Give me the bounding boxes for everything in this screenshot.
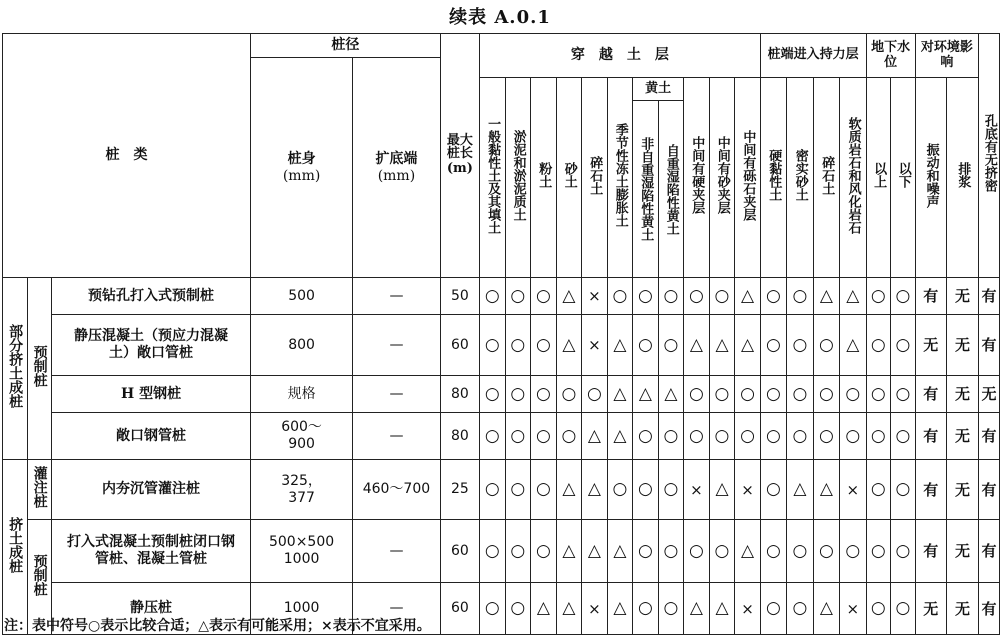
table-row	[3, 460, 1000, 520]
group-full-displacement: 挤土成桩	[3, 460, 28, 635]
suitability-mark: ○	[760, 460, 786, 520]
suitability-mark: ○	[531, 376, 557, 413]
suitability-mark: △	[709, 315, 735, 376]
header-loess-group	[633, 78, 684, 278]
suitability-mark: △	[607, 413, 633, 460]
suitability-mark: ○	[531, 520, 557, 583]
group-prefab: 预制桩	[27, 278, 52, 460]
suitability-mark: △	[556, 315, 582, 376]
suitability-mark: △	[556, 278, 582, 315]
suitability-mark: ○	[866, 583, 891, 635]
suitability-mark: ○	[787, 376, 813, 413]
suitability-mark: ○	[658, 413, 684, 460]
suitability-mark: ○	[684, 520, 710, 583]
suitability-mark: △	[607, 583, 633, 635]
suitability-mark: △	[556, 460, 582, 520]
suitability-mark: △	[607, 520, 633, 583]
suitability-mark: ○	[866, 460, 891, 520]
header-bearing-col: 碎石土	[813, 78, 839, 278]
hole-dense-value: 有	[979, 583, 1000, 635]
slurry-value: 无	[946, 520, 978, 583]
header-environment: 对环境影响	[915, 34, 978, 78]
suitability-mark: ○	[633, 315, 659, 376]
slurry-value: 无	[946, 583, 978, 635]
header-env-col: 振动和噪声	[915, 78, 946, 278]
suitability-mark: ○	[607, 460, 633, 520]
group-prefab: 预制桩	[27, 520, 52, 635]
suitability-mark: ○	[658, 583, 684, 635]
suitability-mark: ○	[633, 278, 659, 315]
suitability-mark: ○	[787, 583, 813, 635]
suitability-mark: ○	[684, 413, 710, 460]
suitability-mark: ×	[735, 583, 761, 635]
suitability-mark: ○	[760, 376, 786, 413]
suitability-mark: ○	[709, 278, 735, 315]
pile-name: 预钻孔打入式预制桩	[52, 278, 251, 315]
suitability-mark: ○	[760, 278, 786, 315]
header-max-length: 最大桩长 (m)	[440, 34, 479, 278]
bell-diameter: —	[353, 315, 441, 376]
noise-value: 无	[915, 583, 946, 635]
slurry-value: 无	[946, 315, 978, 376]
header-pile-type: 桩 类	[3, 34, 251, 278]
pile-type-table	[2, 33, 1000, 635]
suitability-mark: ○	[866, 278, 891, 315]
header-loess: 黄土	[633, 78, 683, 101]
suitability-mark: ○	[658, 278, 684, 315]
suitability-mark: ○	[866, 520, 891, 583]
suitability-mark: ○	[480, 583, 506, 635]
header-layer-col: 中间有砾石夹层	[735, 78, 761, 278]
suitability-mark: ○	[866, 315, 891, 376]
suitability-mark: ○	[505, 520, 531, 583]
suitability-mark: ×	[582, 315, 608, 376]
slurry-value: 无	[946, 460, 978, 520]
header-loess-col: 非自重湿陷性黄土	[633, 101, 659, 277]
table-row	[3, 315, 1000, 376]
header-bell: 扩底端 (mm)	[353, 58, 441, 278]
suitability-mark: ○	[531, 315, 557, 376]
header-water-col: 以下	[891, 78, 916, 278]
suitability-mark: △	[658, 376, 684, 413]
noise-value: 有	[915, 460, 946, 520]
header-water-col: 以上	[866, 78, 891, 278]
header-soil-col: 砂土	[556, 78, 582, 278]
pile-name: H 型钢桩	[52, 376, 251, 413]
suitability-mark: ○	[480, 520, 506, 583]
table-row	[3, 520, 1000, 583]
suitability-mark: ○	[813, 520, 839, 583]
slurry-value: 无	[946, 278, 978, 315]
suitability-mark: ○	[760, 315, 786, 376]
pile-name: 静压混凝土（预应力混凝土）敞口管桩	[52, 315, 251, 376]
noise-value: 有	[915, 413, 946, 460]
suitability-mark: ○	[633, 520, 659, 583]
table-row	[3, 413, 1000, 460]
noise-value: 有	[915, 520, 946, 583]
suitability-mark: ○	[531, 278, 557, 315]
pile-name: 内夯沉管灌注桩	[52, 460, 251, 520]
shaft-diameter: 500	[250, 278, 352, 315]
suitability-mark: △	[813, 278, 839, 315]
suitability-mark: ○	[787, 520, 813, 583]
suitability-mark: ○	[658, 315, 684, 376]
noise-value: 无	[915, 315, 946, 376]
max-length: 60	[440, 315, 479, 376]
suitability-mark: ○	[891, 315, 916, 376]
suitability-mark: ○	[840, 520, 866, 583]
header-soil-col: 粉土	[531, 78, 557, 278]
suitability-mark: △	[735, 278, 761, 315]
noise-value: 有	[915, 278, 946, 315]
suitability-mark: ○	[531, 460, 557, 520]
max-length: 25	[440, 460, 479, 520]
suitability-mark: ○	[480, 413, 506, 460]
shaft-diameter: 规格	[250, 376, 352, 413]
suitability-mark: ○	[582, 376, 608, 413]
header-soil-col: 一般黏性土及其填土	[480, 78, 506, 278]
max-length: 80	[440, 376, 479, 413]
header-bearing-layer: 桩端进入持力层	[760, 34, 866, 78]
suitability-mark: ○	[505, 583, 531, 635]
bell-diameter: —	[353, 583, 441, 635]
bell-diameter: —	[353, 278, 441, 315]
suitability-mark: △	[709, 583, 735, 635]
suitability-mark: ○	[813, 376, 839, 413]
suitability-mark: ×	[735, 460, 761, 520]
header-soil-col: 碎石土	[582, 78, 608, 278]
suitability-mark: ○	[891, 583, 916, 635]
hole-dense-value: 有	[979, 278, 1000, 315]
suitability-mark: ○	[891, 376, 916, 413]
suitability-mark: ○	[633, 413, 659, 460]
suitability-mark: ×	[582, 583, 608, 635]
suitability-mark: △	[556, 583, 582, 635]
suitability-mark: ○	[480, 278, 506, 315]
bell-diameter: —	[353, 413, 441, 460]
suitability-mark: ○	[505, 460, 531, 520]
suitability-mark: △	[709, 460, 735, 520]
header-bearing-col: 密实砂土	[787, 78, 813, 278]
table-note: 注：表中符号○表示比较合适；△表示有可能采用；×表示不宜采用。	[4, 618, 431, 634]
suitability-mark: △	[813, 460, 839, 520]
suitability-mark: ○	[735, 376, 761, 413]
hole-dense-value: 有	[979, 413, 1000, 460]
header-diameter: 桩径	[250, 34, 440, 58]
suitability-mark: ○	[480, 460, 506, 520]
table-title: 续表 A.0.1	[449, 7, 551, 28]
header-loess-col: 自重湿陷性黄土	[663, 143, 679, 235]
header-hole-bottom: 孔底有无挤密	[979, 34, 1000, 278]
suitability-mark: ○	[760, 413, 786, 460]
pile-name: 打入式混凝土预制桩闭口钢管桩、混凝土管桩	[52, 520, 251, 583]
header-soil-col: 淤泥和淤泥质土	[505, 78, 531, 278]
shaft-diameter: 600～900	[250, 413, 352, 460]
bell-diameter: —	[353, 376, 441, 413]
shaft-diameter: 500×500 1000	[250, 520, 352, 583]
header-layer-col: 中间有硬夹层	[684, 78, 710, 278]
suitability-mark: ○	[505, 376, 531, 413]
noise-value: 有	[915, 376, 946, 413]
suitability-mark: ○	[891, 413, 916, 460]
hole-dense-value: 有	[979, 315, 1000, 376]
table-row	[3, 278, 1000, 315]
pile-name: 敞口钢管桩	[52, 413, 251, 460]
suitability-mark: ○	[633, 583, 659, 635]
suitability-mark: △	[735, 315, 761, 376]
suitability-mark: ○	[505, 278, 531, 315]
slurry-value: 无	[946, 376, 978, 413]
suitability-mark: ○	[607, 278, 633, 315]
suitability-mark: ×	[840, 583, 866, 635]
suitability-mark: △	[556, 520, 582, 583]
suitability-mark: △	[684, 315, 710, 376]
suitability-mark: △	[531, 583, 557, 635]
suitability-mark: ○	[787, 413, 813, 460]
suitability-mark: △	[633, 376, 659, 413]
group-cast: 灌注桩	[27, 460, 52, 520]
suitability-mark: ×	[684, 460, 710, 520]
suitability-mark: ×	[582, 278, 608, 315]
header-bearing-col: 软质岩石和风化岩石	[840, 78, 866, 278]
header-shaft: 桩身 (mm)	[250, 58, 352, 278]
suitability-mark: ○	[709, 376, 735, 413]
max-length: 80	[440, 413, 479, 460]
header-env-col: 排浆	[946, 78, 978, 278]
suitability-mark: ○	[531, 413, 557, 460]
suitability-mark: ○	[813, 315, 839, 376]
suitability-mark: ○	[480, 315, 506, 376]
suitability-mark: ○	[760, 520, 786, 583]
suitability-mark: ○	[866, 376, 891, 413]
suitability-mark: ○	[840, 376, 866, 413]
suitability-mark: ○	[787, 278, 813, 315]
suitability-mark: ○	[709, 413, 735, 460]
suitability-mark: △	[684, 583, 710, 635]
hole-dense-value: 有	[979, 520, 1000, 583]
suitability-mark: ○	[709, 520, 735, 583]
bell-diameter: —	[353, 520, 441, 583]
suitability-mark: △	[840, 278, 866, 315]
suitability-mark: △	[582, 520, 608, 583]
header-bearing-col: 硬黏性土	[760, 78, 786, 278]
suitability-mark: △	[735, 520, 761, 583]
suitability-mark: ○	[505, 315, 531, 376]
suitability-mark: ○	[556, 376, 582, 413]
suitability-mark: ○	[787, 315, 813, 376]
suitability-mark: ○	[505, 413, 531, 460]
suitability-mark: △	[582, 460, 608, 520]
slurry-value: 无	[946, 413, 978, 460]
suitability-mark: △	[840, 315, 866, 376]
header-groundwater: 地下水位	[866, 34, 915, 78]
suitability-mark: ○	[684, 376, 710, 413]
suitability-mark: ○	[840, 413, 866, 460]
suitability-mark: ○	[480, 376, 506, 413]
suitability-mark: ○	[556, 413, 582, 460]
suitability-mark: ○	[735, 413, 761, 460]
suitability-mark: ○	[684, 278, 710, 315]
suitability-mark: △	[607, 376, 633, 413]
shaft-diameter: 1000	[250, 583, 352, 635]
table-row	[3, 376, 1000, 413]
max-length: 60	[440, 520, 479, 583]
suitability-mark: △	[787, 460, 813, 520]
hole-dense-value: 无	[979, 376, 1000, 413]
header-soil-layers: 穿 越 土 层	[480, 34, 761, 78]
bell-diameter: 460～700	[353, 460, 441, 520]
pile-name: 静压桩	[52, 583, 251, 635]
suitability-mark: △	[813, 583, 839, 635]
suitability-mark: ○	[891, 520, 916, 583]
suitability-mark: ○	[658, 520, 684, 583]
suitability-mark: ○	[866, 413, 891, 460]
suitability-mark: ○	[813, 413, 839, 460]
shaft-diameter: 325，377	[250, 460, 352, 520]
suitability-mark: △	[582, 413, 608, 460]
suitability-mark: ○	[891, 460, 916, 520]
suitability-mark: ○	[633, 460, 659, 520]
suitability-mark: ○	[658, 460, 684, 520]
group-partial-displacement: 部分挤土成桩	[3, 278, 28, 460]
suitability-mark: ○	[760, 583, 786, 635]
hole-dense-value: 有	[979, 460, 1000, 520]
max-length: 60	[440, 583, 479, 635]
suitability-mark: △	[607, 315, 633, 376]
header-soil-col: 季节性冻土膨胀土	[607, 78, 633, 278]
shaft-diameter: 800	[250, 315, 352, 376]
header-layer-col: 中间有砂夹层	[709, 78, 735, 278]
max-length: 50	[440, 278, 479, 315]
suitability-mark: ×	[840, 460, 866, 520]
suitability-mark: ○	[891, 278, 916, 315]
